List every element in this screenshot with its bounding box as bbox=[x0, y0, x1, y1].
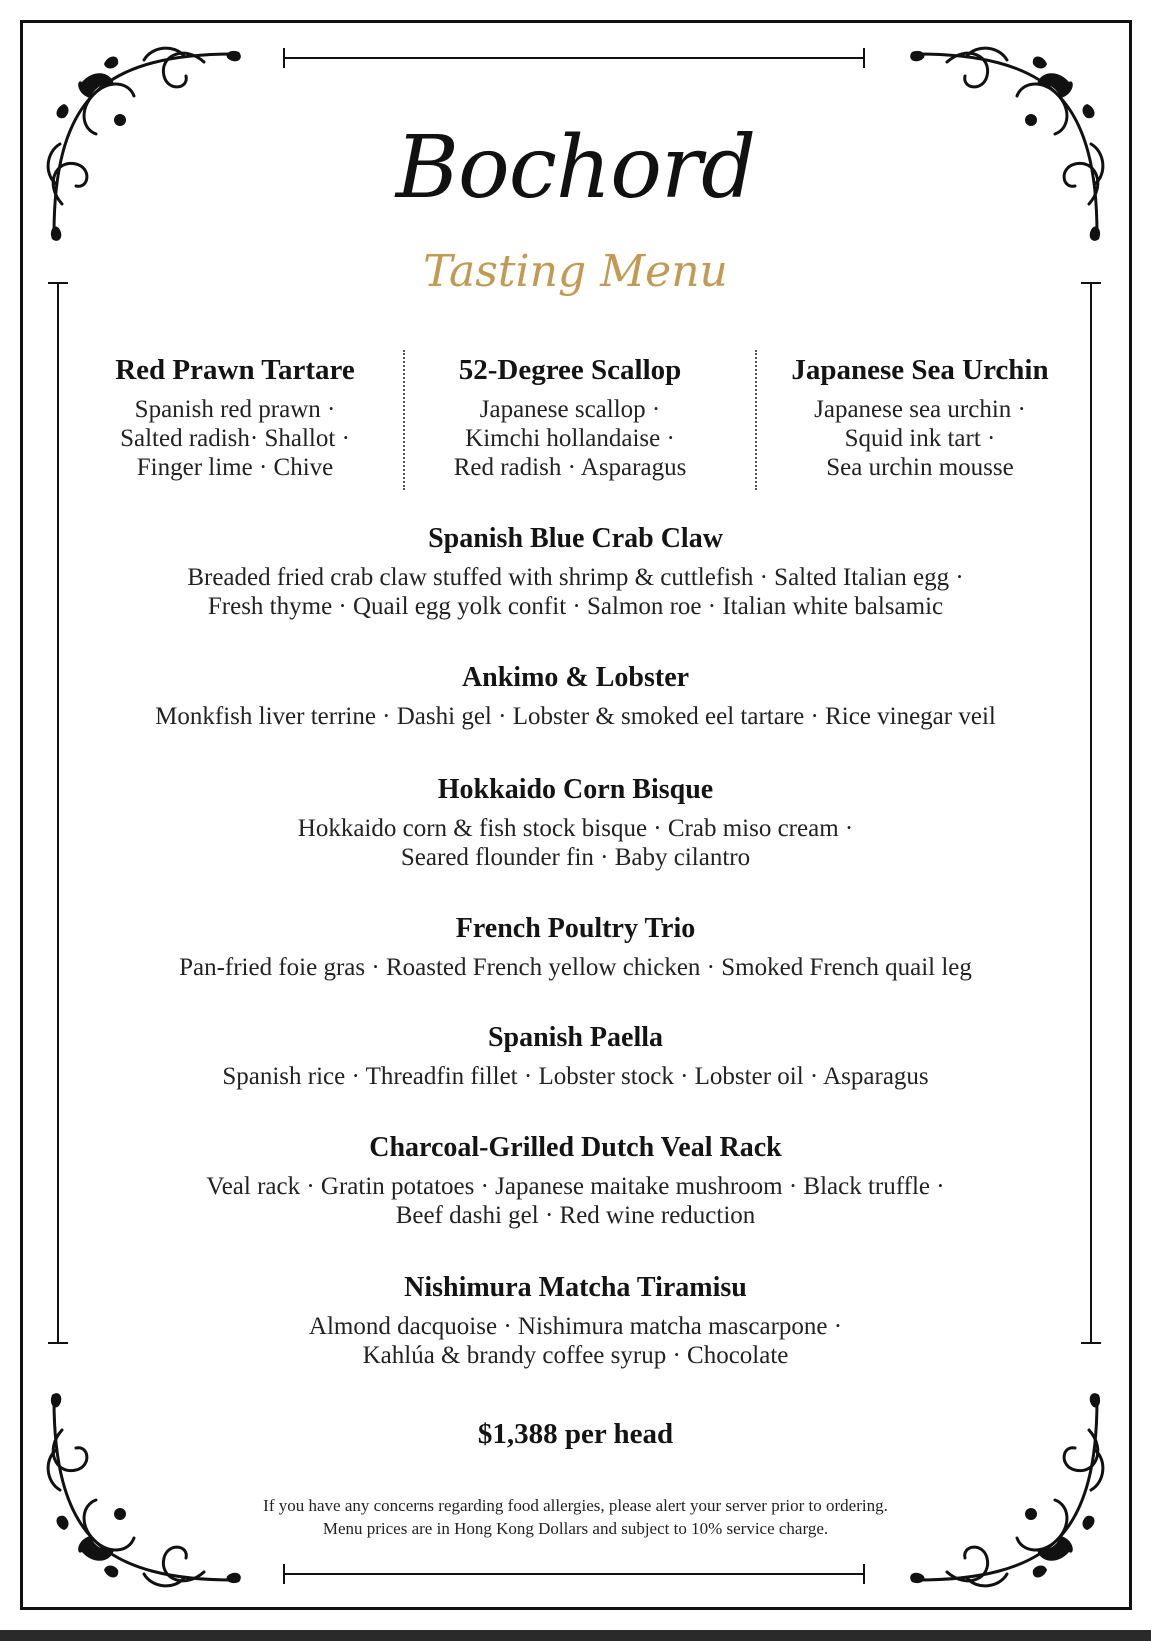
dish-description bbox=[420, 395, 720, 482]
allergy-note: If you have any concerns regarding food allergies, please alert your server prior to ordering. bbox=[263, 1496, 888, 1515]
dish-line: Finger lime · Chive bbox=[136, 454, 334, 481]
flourish-ornament-icon bbox=[897, 1380, 1117, 1600]
dish-description bbox=[60, 563, 1091, 621]
flourish-ornament-icon bbox=[34, 1380, 254, 1600]
course-ankimo-lobster bbox=[60, 661, 1091, 731]
top-rule-tick-left bbox=[283, 48, 285, 68]
dish-line: Seared flounder fin · Baby cilantro bbox=[400, 844, 751, 871]
price-per-head: $1,388 per head bbox=[477, 1418, 674, 1450]
dish-title: 52-Degree Scallop bbox=[458, 354, 682, 386]
dish-line: Beef dashi gel · Red wine reduction bbox=[395, 1202, 756, 1229]
dish-line: Salted radish· Shallot · bbox=[120, 425, 350, 452]
dish-line: Spanish rice · Threadfin fillet · Lobster stock · Lobster oil · Asparagus bbox=[222, 1063, 929, 1090]
dish-title: Spanish Paella bbox=[487, 1022, 664, 1053]
dish-title: French Poultry Trio bbox=[455, 913, 696, 944]
menu-subtitle: Tasting Menu bbox=[423, 246, 728, 297]
starter-52-degree-scallop bbox=[420, 352, 720, 482]
dish-line: Hokkaido corn & fish stock bisque · Crab miso cream · bbox=[297, 815, 854, 842]
dish-line: Red radish · Asparagus bbox=[453, 454, 687, 481]
course-spanish-blue-crab-claw bbox=[60, 522, 1091, 621]
bottom-bar bbox=[0, 1630, 1151, 1641]
dish-line: Spanish red prawn · bbox=[134, 396, 336, 423]
dish-description bbox=[60, 953, 1091, 982]
dish-title: Ankimo & Lobster bbox=[461, 662, 690, 693]
course-hokkaido-corn-bisque bbox=[60, 773, 1091, 872]
starter-japanese-sea-urchin bbox=[770, 352, 1070, 482]
dish-line: Pan-fried foie gras · Roasted French yellow chicken · Smoked French quail leg bbox=[179, 954, 972, 981]
dish-line: Monkfish liver terrine · Dashi gel · Lobster & smoked eel tartare · Rice vinegar veil bbox=[155, 703, 996, 730]
dish-line: Almond dacquoise · Nishimura matcha mascarpone · bbox=[308, 1313, 843, 1340]
top-rule bbox=[283, 57, 865, 59]
bottom-rule bbox=[283, 1573, 865, 1575]
starter-red-prawn-tartare bbox=[85, 352, 385, 482]
footer-note bbox=[0, 1494, 1151, 1540]
dish-title: Japanese Sea Urchin bbox=[791, 354, 1049, 386]
dish-description bbox=[770, 395, 1070, 482]
dish-line: Japanese scallop · bbox=[479, 396, 661, 423]
dish-title: Charcoal-Grilled Dutch Veal Rack bbox=[369, 1132, 782, 1163]
dish-description bbox=[85, 395, 385, 482]
dish-description bbox=[60, 702, 1091, 731]
dish-description bbox=[60, 1172, 1091, 1230]
dish-title: Hokkaido Corn Bisque bbox=[437, 774, 714, 805]
dish-description bbox=[60, 1062, 1091, 1091]
course-dutch-veal-rack bbox=[60, 1131, 1091, 1230]
course-french-poultry-trio bbox=[60, 912, 1091, 982]
dish-description bbox=[60, 814, 1091, 872]
dish-title: Red Prawn Tartare bbox=[115, 354, 355, 386]
dish-line: Breaded fried crab claw stuffed with shrimp & cuttlefish · Salted Italian egg · bbox=[187, 564, 964, 591]
dish-line: Kahlúa & brandy coffee syrup · Chocolate bbox=[362, 1342, 789, 1369]
dish-line: Kimchi hollandaise · bbox=[465, 425, 675, 452]
left-rule bbox=[57, 282, 59, 1344]
dish-line: Veal rack · Gratin potatoes · Japanese maitake mushroom · Black truffle · bbox=[206, 1173, 945, 1200]
course-spanish-paella bbox=[60, 1021, 1091, 1091]
dish-line: Squid ink tart · bbox=[844, 425, 996, 452]
dish-title: Spanish Blue Crab Claw bbox=[428, 523, 723, 554]
dish-description bbox=[60, 1312, 1091, 1370]
course-matcha-tiramisu bbox=[60, 1271, 1091, 1370]
bottom-rule-tick-right bbox=[863, 1564, 865, 1584]
restaurant-name: Bochord bbox=[395, 118, 756, 218]
dish-title: Nishimura Matcha Tiramisu bbox=[404, 1272, 747, 1303]
dish-line: Fresh thyme · Quail egg yolk confit · Salmon roe · Italian white balsamic bbox=[207, 593, 944, 620]
bottom-rule-tick-left bbox=[283, 1564, 285, 1584]
dish-line: Japanese sea urchin · bbox=[814, 396, 1026, 423]
starter-columns bbox=[85, 352, 1070, 492]
service-charge-note: Menu prices are in Hong Kong Dollars and subject to 10% service charge. bbox=[322, 1519, 829, 1538]
dish-line: Sea urchin mousse bbox=[826, 454, 1014, 481]
top-rule-tick-right bbox=[863, 48, 865, 68]
